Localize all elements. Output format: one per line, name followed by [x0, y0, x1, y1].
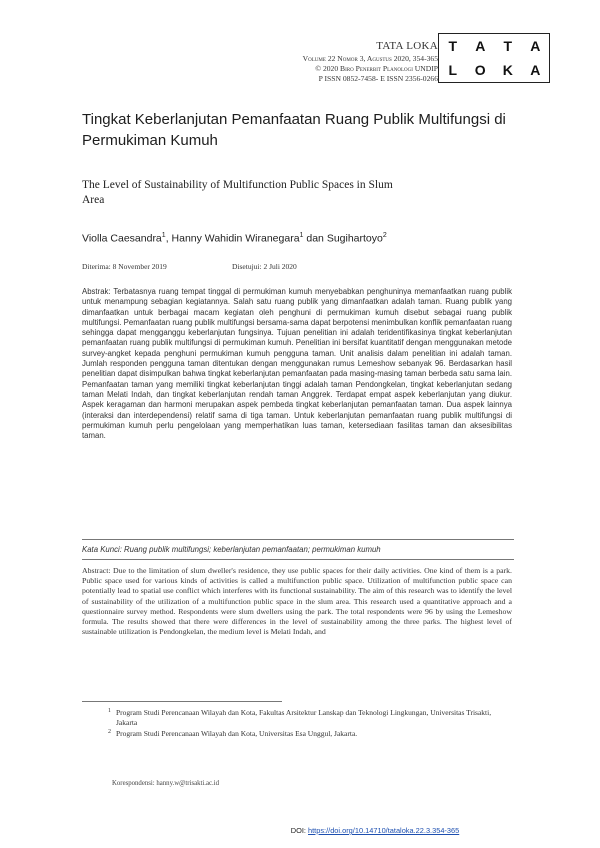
logo-letter: T: [448, 38, 458, 54]
author-name: Sugihartoyo: [326, 232, 383, 245]
article-title-english: The Level of Sustainability of Multifunction Public Spaces in Slum Area: [82, 179, 393, 206]
article-title: Tingkat Keberlanjutan Pemanfaatan Ruang Publik Multifungsi di Permukiman Kumuh: [82, 111, 506, 149]
footnote-mark: 1: [108, 708, 111, 714]
author-affiliation-mark: 1: [299, 232, 304, 239]
abstract-indonesian: Abstrak: Terbatasnya ruang tempat tinggal di permukiman kumuh menyebabkan penghuninya memanfaatkan ruang publik untuk menampung sebagian kegiatannya. Salah satu ruang publik yang dimanfaatkan adalah taman. Ruang publik yang dimanfaatkan untuk berbagai macam kegiatan oleh penghuni di permukiman kumuh disebut sebagai ruang publik multifungsi. Pemanfaatan ruang publik multifungsi bersama-sama dapat berpotensi menimbulkan konflik pemanfaatan ruang sehingga dapat mengganggu keberlanjutan fungsinya. Tujuan penelitian ini adalah teridentifikasinya tingkat keberlanjutan pemanfaatan ruang publik multifungsi di permukiman kumuh. Penelitian ini bersifat kuantitatif dengan menggunakan metode survey-angket kepada penghuni permukiman kumuh pengguna taman. Unit analisis dalam penelitian ini adalah taman. Jumlah responden pengguna taman ditentukan dengan menggunakan rumus Lemeshow sebanyak 96. Berdasarkan hasil penelitian dapat disimpulkan bahwa tingkat keberlanjutan pemanfaatan pada masing-masing taman berbeda satu sama lain. Pemanfaatan taman yang memiliki tingkat keberlanjutan tinggi adalah taman Pendongkelan, tingkat keberlanjutan sedang taman Melati Indah, dan tingkat keberlanjutan rendah taman Anggrek. Terdapat empat aspek keberlanjutan yang diukur. Aspek keragaman dan harmoni merupakan aspek pembeda tingkat keberlanjutan pemanfaatan taman. Dua aspek lainnya (interaksi dan interdependensi) relatif sama di tiga taman. Untuk keberlanjutan pemanfaatan ruang publik multifungsi di permukiman kumuh perlu pengelolaan yang memperhatikan luas taman, ketersediaan fasilitas taman dan aksesibilitas taman.: [82, 287, 512, 441]
journal-volume: Volume 22 Nomor 3, Agustus 2020, 354-365: [302, 54, 438, 63]
article-dates: [82, 262, 482, 271]
footnote-item: [108, 729, 508, 739]
logo-letter: O: [474, 62, 486, 78]
doi-prefix: DOI:: [290, 826, 309, 835]
keywords-bottom-rule: [82, 559, 514, 560]
logo-letter: T: [503, 38, 513, 54]
logo-letter: A: [475, 38, 486, 54]
journal-copyright: © 2020 Biro Penerbit Planologi UNDIP: [315, 64, 438, 73]
logo-letter: K: [502, 62, 513, 78]
journal-name: TATA LOKA: [376, 40, 438, 52]
logo-letter: A: [530, 62, 541, 78]
footnotes: [108, 708, 508, 739]
author-list: [82, 232, 542, 245]
footnote-rule: [82, 701, 282, 702]
journal-info: [303, 40, 438, 84]
tata-loka-logo: [438, 33, 550, 83]
abstract-english: Abstract: Due to the limitation of slum dweller's residence, they use public spaces for their daily activities. One kind of them is a park. Public space used for various kinds of activities is called a multifunction public space. Utilization of multifunction public space can potentially lead to spatial use conflict which interferes with its functional sustainability. The aim of this research was to identify the level of sustainability of the utilization of a multifunction public space in the slum area. This research used a quantitative approach and a questionnaire survey method. Respondents were slum dwellers using the park. The total respondents were 96 by using the Lemeshow formula. The results showed that there were differences in the level of sustainability among the three parks. The highest level of sustainable utilization is Pendongkelan, the medium level is Melati Indah, and: [82, 566, 512, 637]
keywords: Kata Kunci: Ruang publik multifungsi; keberlanjutan pemanfaatan; permukiman kumuh: [82, 545, 381, 554]
logo-letter: A: [530, 38, 541, 54]
doi-line: [0, 826, 600, 835]
journal-issn: P ISSN 0852-7458- E ISSN 2356-0266: [318, 74, 438, 83]
revised-date: Disetujui: 2 Juli 2020: [232, 262, 297, 271]
received-date: Diterima: 8 November 2019: [82, 262, 167, 271]
logo-letter: L: [448, 62, 458, 78]
correspondence-email: Korespondensi: hanny.w@trisakti.ac.id: [112, 780, 219, 787]
author-conjunction: dan: [303, 232, 327, 245]
doi-link[interactable]: https://doi.org/10.14710/tataloka.22.3.354-365: [308, 826, 460, 835]
author-name: Hanny Wahidin Wiranegara: [171, 232, 300, 245]
footnote-text: Program Studi Perencanaan Wilayah dan Kota, Universitas Esa Unggul, Jakarta.: [116, 728, 358, 738]
footnote-mark: 2: [108, 728, 111, 735]
author-name: Violla Caesandra: [82, 232, 162, 245]
footnote-text: Program Studi Perencanaan Wilayah dan Kota, Fakultas Arsitektur Lanskap dan Teknologi Lingkungan, Universitas Trisakti, Jakarta: [116, 708, 492, 728]
footnote-item: [108, 708, 508, 729]
author-affiliation-mark: 2: [382, 232, 387, 239]
author-separator: ,: [165, 232, 172, 245]
keywords-top-rule: [82, 539, 514, 540]
author-affiliation-mark: 1: [161, 232, 166, 239]
